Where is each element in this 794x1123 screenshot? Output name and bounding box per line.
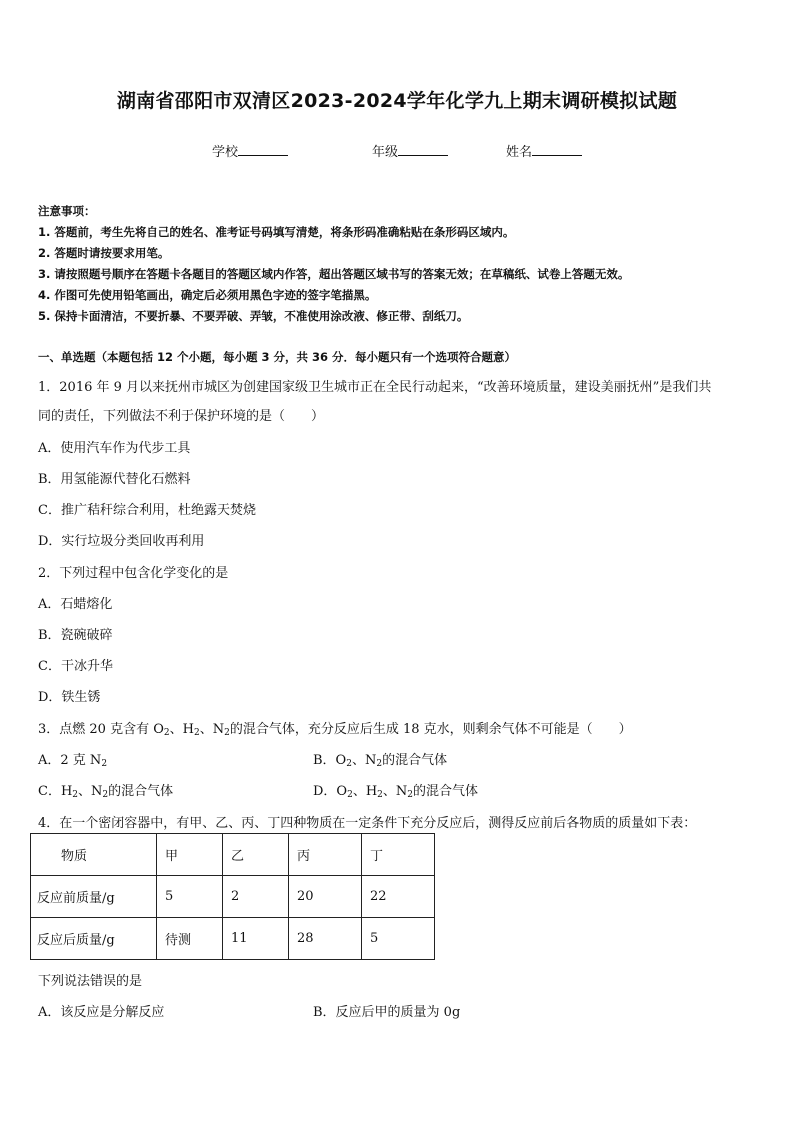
q3-stem-part: 、N: [199, 722, 225, 737]
table-cell: 5: [157, 876, 223, 918]
q3-stem-part: 的混合气体，充分反应后生成 18 克水，则剩余气体不可能是（ ）: [229, 722, 632, 737]
q1-option-d[interactable]: D．实行垃圾分类回收再利用: [38, 534, 205, 549]
q3-option-a[interactable]: [38, 749, 107, 769]
q1-option-a[interactable]: A．使用汽车作为代步工具: [38, 441, 191, 456]
subscript: 2: [347, 790, 353, 800]
option-text: 的混合气体: [382, 753, 448, 768]
option-text: C．H: [38, 784, 73, 799]
q1-option-b[interactable]: B．用氢能源代替化石燃料: [38, 472, 191, 487]
q3-stem: [38, 718, 632, 738]
subscript: 2: [376, 759, 383, 769]
q3-option-c[interactable]: [38, 780, 173, 800]
notice-item: 3. 请按照题号顺序在答题卡各题目的答题区域内作答，超出答题区域书写的答案无效；在草稿纸、试卷上答题无效。: [38, 267, 630, 281]
table-header-cell: 乙: [223, 834, 289, 876]
option-text: 的混合气体: [413, 784, 479, 799]
school-field[interactable]: [212, 141, 288, 160]
q4-option-a[interactable]: A．该反应是分解反应: [38, 1005, 165, 1020]
table-header-cell: 甲: [157, 834, 223, 876]
subscript: 2: [163, 728, 170, 738]
name-blank[interactable]: [532, 143, 582, 156]
notice-item: 5. 保持卡面清洁，不要折暴、不要弄破、弄皱，不准使用涂改液、修正带、刮纸刀。: [38, 309, 469, 323]
table-cell: 22: [362, 876, 435, 918]
table-cell: 反应前质量/g: [31, 876, 157, 918]
subscript: 2: [102, 790, 109, 800]
q4-follow-text: 下列说法错误的是: [38, 974, 143, 989]
school-blank[interactable]: [238, 143, 288, 156]
table-cell: 11: [223, 918, 289, 960]
notice-heading: 注意事项：: [38, 204, 96, 218]
page-title: 湖南省邵阳市双清区2023-2024学年化学九上期末调研模拟试题: [116, 90, 678, 112]
q1-option-c[interactable]: C．推广秸秆综合利用，杜绝露天焚烧: [38, 503, 256, 518]
option-text: 、H: [352, 784, 378, 799]
notice-item: 2. 答题时请按要求用笔。: [38, 246, 170, 260]
name-label: 姓名: [506, 145, 533, 160]
subscript: 2: [407, 790, 414, 800]
q3-option-d[interactable]: [313, 780, 478, 800]
table-header-cell: 丁: [362, 834, 435, 876]
q2-option-b[interactable]: B．瓷碗破碎: [38, 628, 113, 643]
table-row: [31, 876, 435, 918]
grade-blank[interactable]: [398, 143, 448, 156]
subscript: 2: [72, 790, 79, 800]
q2-option-a[interactable]: A．石蜡熔化: [38, 597, 113, 612]
q3-option-b[interactable]: [313, 749, 447, 769]
subscript: 2: [346, 759, 352, 769]
option-text: 、N: [78, 784, 103, 799]
option-text: 、N: [351, 753, 377, 768]
notice-item: 4. 作图可先使用铅笔画出，确定后必须用黑色字迹的签字笔描黑。: [38, 288, 377, 302]
grade-field[interactable]: [372, 141, 448, 160]
q1-stem-line2: 同的责任，下列做法不利于保护环境的是（ ）: [38, 409, 325, 424]
table-cell: 28: [289, 918, 362, 960]
q2-option-c[interactable]: C．干冰升华: [38, 659, 113, 674]
q4-stem: 4．在一个密闭容器中，有甲、乙、丙、丁四种物质在一定条件下充分反应后，测得反应前后各物质的质量如下表：: [38, 816, 697, 831]
q3-stem-part: 、H: [169, 722, 194, 737]
subscript: 2: [224, 728, 230, 738]
q2-option-d[interactable]: D．铁生锈: [38, 690, 101, 705]
q3-stem-part: 3．点燃 20 克含有 O: [38, 722, 164, 737]
table-cell: 反应后质量/g: [31, 918, 157, 960]
school-label: 学校: [212, 145, 239, 160]
subscript: 2: [377, 790, 383, 800]
name-field[interactable]: [506, 141, 582, 160]
table-cell: 20: [289, 876, 362, 918]
mass-table: [30, 833, 435, 960]
option-text: B．O: [313, 753, 347, 768]
table-row: [31, 918, 435, 960]
subscript: 2: [193, 728, 200, 738]
table-header-row: [31, 834, 435, 876]
section-heading: 一、单选题（本题包括 12 个小题，每小题 3 分，共 36 分．每小题只有一个选项符合题意）: [38, 350, 517, 364]
q1-stem-line1: 1．2016 年 9 月以来抚州市城区为创建国家级卫生城市正在全民行动起来，“改善环境质量，建设美丽抚州”是我们共: [38, 380, 712, 395]
option-text: 、N: [382, 784, 408, 799]
subscript: 2: [101, 759, 108, 769]
option-text: A．2 克 N: [38, 753, 102, 768]
table-cell: 待测: [157, 918, 223, 960]
grade-label: 年级: [372, 145, 399, 160]
notice-item: 1. 答题前，考生先将自己的姓名、准考证号码填写清楚，将条形码准确粘贴在条形码区域内。: [38, 225, 515, 239]
q2-stem: 2．下列过程中包含化学变化的是: [38, 566, 229, 581]
table-cell: 5: [362, 918, 435, 960]
table-header-cell: 物质: [31, 834, 157, 876]
table-header-cell: 丙: [289, 834, 362, 876]
table-cell: 2: [223, 876, 289, 918]
q4-option-b[interactable]: B．反应后甲的质量为 0g: [313, 1005, 461, 1020]
option-text: 的混合气体: [108, 784, 174, 799]
option-text: D．O: [313, 784, 348, 799]
